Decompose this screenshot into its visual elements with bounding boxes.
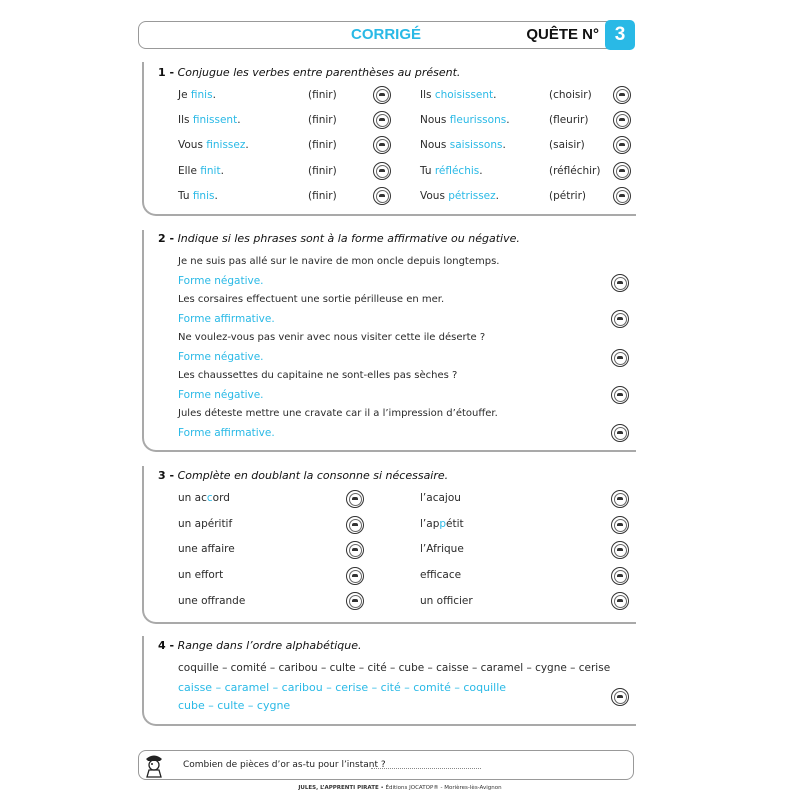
sentence: Les corsaires effectuent une sortie périlleuse en mer. bbox=[178, 294, 445, 305]
sentence: Je ne suis pas allé sur le navire de mon oncle depuis longtemps. bbox=[178, 256, 500, 267]
answer: Forme affirmative. bbox=[178, 313, 275, 325]
coin-icon bbox=[613, 86, 631, 104]
coin-icon bbox=[346, 541, 364, 559]
sentence: Les chaussettes du capitaine ne sont-elles pas sèches ? bbox=[178, 370, 458, 381]
coin-icon bbox=[373, 162, 391, 180]
exercise-2-title: 2 - Indique si les phrases sont à la forme affirmative ou négative. bbox=[158, 232, 520, 245]
word-right: l’Afrique bbox=[420, 543, 464, 555]
coin-icon bbox=[611, 424, 629, 442]
exercise-1-title: 1 - Conjugue les verbes entre parenthèses au présent. bbox=[158, 66, 461, 79]
alphabetical-answer-line-2: cube – culte – cygne bbox=[178, 699, 291, 712]
sentence: Ne voulez-vous pas venir avec nous visiter cette ile déserte ? bbox=[178, 332, 486, 343]
answer: Forme négative. bbox=[178, 389, 264, 401]
answer: Forme affirmative. bbox=[178, 427, 275, 439]
coin-icon bbox=[346, 567, 364, 585]
conjugation-left: Ils finissent. bbox=[178, 114, 241, 126]
infinitive-left: (finir) bbox=[308, 190, 337, 202]
coin-icon bbox=[346, 490, 364, 508]
coin-icon bbox=[611, 490, 629, 508]
coin-icon bbox=[611, 567, 629, 585]
coin-icon bbox=[373, 86, 391, 104]
coin-icon bbox=[613, 162, 631, 180]
conjugation-right: Nous fleurissons. bbox=[420, 114, 510, 126]
exercise-4-title: 4 - Range dans l’ordre alphabétique. bbox=[158, 639, 362, 652]
infinitive-right: (saisir) bbox=[549, 139, 585, 151]
exercise-2 bbox=[142, 230, 636, 452]
alphabetical-answer-line-1: caisse – caramel – caribou – cerise – cité – comité – coquille bbox=[178, 681, 507, 694]
infinitive-left: (finir) bbox=[308, 139, 337, 151]
word-left: un accord bbox=[178, 492, 230, 504]
infinitive-right: (réfléchir) bbox=[549, 165, 601, 177]
answer-line bbox=[371, 768, 481, 769]
conjugation-right: Nous saisissons. bbox=[420, 139, 506, 151]
header-banner bbox=[138, 21, 634, 49]
footer-banner bbox=[138, 750, 634, 780]
word-list: coquille – comité – caribou – culte – cité – cube – caisse – caramel – cygne – cerise bbox=[178, 662, 611, 674]
coin-icon bbox=[611, 541, 629, 559]
infinitive-right: (fleurir) bbox=[549, 114, 589, 126]
infinitive-left: (finir) bbox=[308, 165, 337, 177]
coin-icon bbox=[611, 386, 629, 404]
infinitive-right: (choisir) bbox=[549, 89, 592, 101]
word-left: une ofrande bbox=[178, 595, 246, 607]
coin-icon bbox=[346, 592, 364, 610]
coin-icon bbox=[611, 310, 629, 328]
exercise-1 bbox=[142, 62, 636, 216]
coin-count-question: Combien de pièces d’or as-tu pour l’instant ? bbox=[183, 760, 386, 770]
word-left: une afaire bbox=[178, 543, 235, 555]
conjugation-left: Vous finissez. bbox=[178, 139, 249, 151]
infinitive-right: (pétrir) bbox=[549, 190, 586, 202]
coin-icon bbox=[611, 592, 629, 610]
coin-icon bbox=[613, 187, 631, 205]
coin-icon bbox=[373, 136, 391, 154]
coin-icon bbox=[373, 111, 391, 129]
sentence: Jules déteste mettre une cravate car il a l’impression d’étouffer. bbox=[178, 408, 498, 419]
word-right: un oficier bbox=[420, 595, 473, 607]
conjugation-right: Vous pétrissez. bbox=[420, 190, 499, 202]
conjugation-left: Elle finit. bbox=[178, 165, 224, 177]
word-left: un efort bbox=[178, 569, 224, 581]
exercise-3 bbox=[142, 466, 636, 624]
answer: Forme négative. bbox=[178, 275, 264, 287]
publisher-credit: JULES, L’APPRENTI PIRATE • Éditions JOCATOP® - Morières-lès-Avignon bbox=[298, 785, 502, 791]
word-right: l’acajou bbox=[420, 492, 461, 504]
conjugation-right: Tu réfléchis. bbox=[420, 165, 483, 177]
pirate-icon bbox=[143, 752, 165, 778]
page-title: CORRIGÉ bbox=[350, 26, 421, 43]
coin-icon bbox=[611, 516, 629, 534]
word-left: un apéritif bbox=[178, 518, 233, 530]
word-right: eficace bbox=[420, 569, 462, 581]
coin-icon bbox=[611, 274, 629, 292]
coin-icon bbox=[346, 516, 364, 534]
exercise-4 bbox=[142, 636, 636, 726]
conjugation-left: Je finis. bbox=[178, 89, 216, 101]
infinitive-left: (finir) bbox=[308, 89, 337, 101]
answer: Forme négative. bbox=[178, 351, 264, 363]
word-right: l’appétit bbox=[420, 518, 464, 530]
infinitive-left: (finir) bbox=[308, 114, 337, 126]
coin-icon bbox=[611, 688, 629, 706]
coin-icon bbox=[373, 187, 391, 205]
coin-icon bbox=[613, 111, 631, 129]
conjugation-right: Ils choisissent. bbox=[420, 89, 497, 101]
quest-label: QUÊTE N° bbox=[526, 26, 599, 43]
quest-number-badge: 3 bbox=[605, 20, 635, 50]
coin-icon bbox=[611, 349, 629, 367]
exercise-3-title: 3 - Complète en doublant la consonne si nécessaire. bbox=[158, 469, 449, 482]
conjugation-left: Tu finis. bbox=[178, 190, 218, 202]
coin-icon bbox=[613, 136, 631, 154]
